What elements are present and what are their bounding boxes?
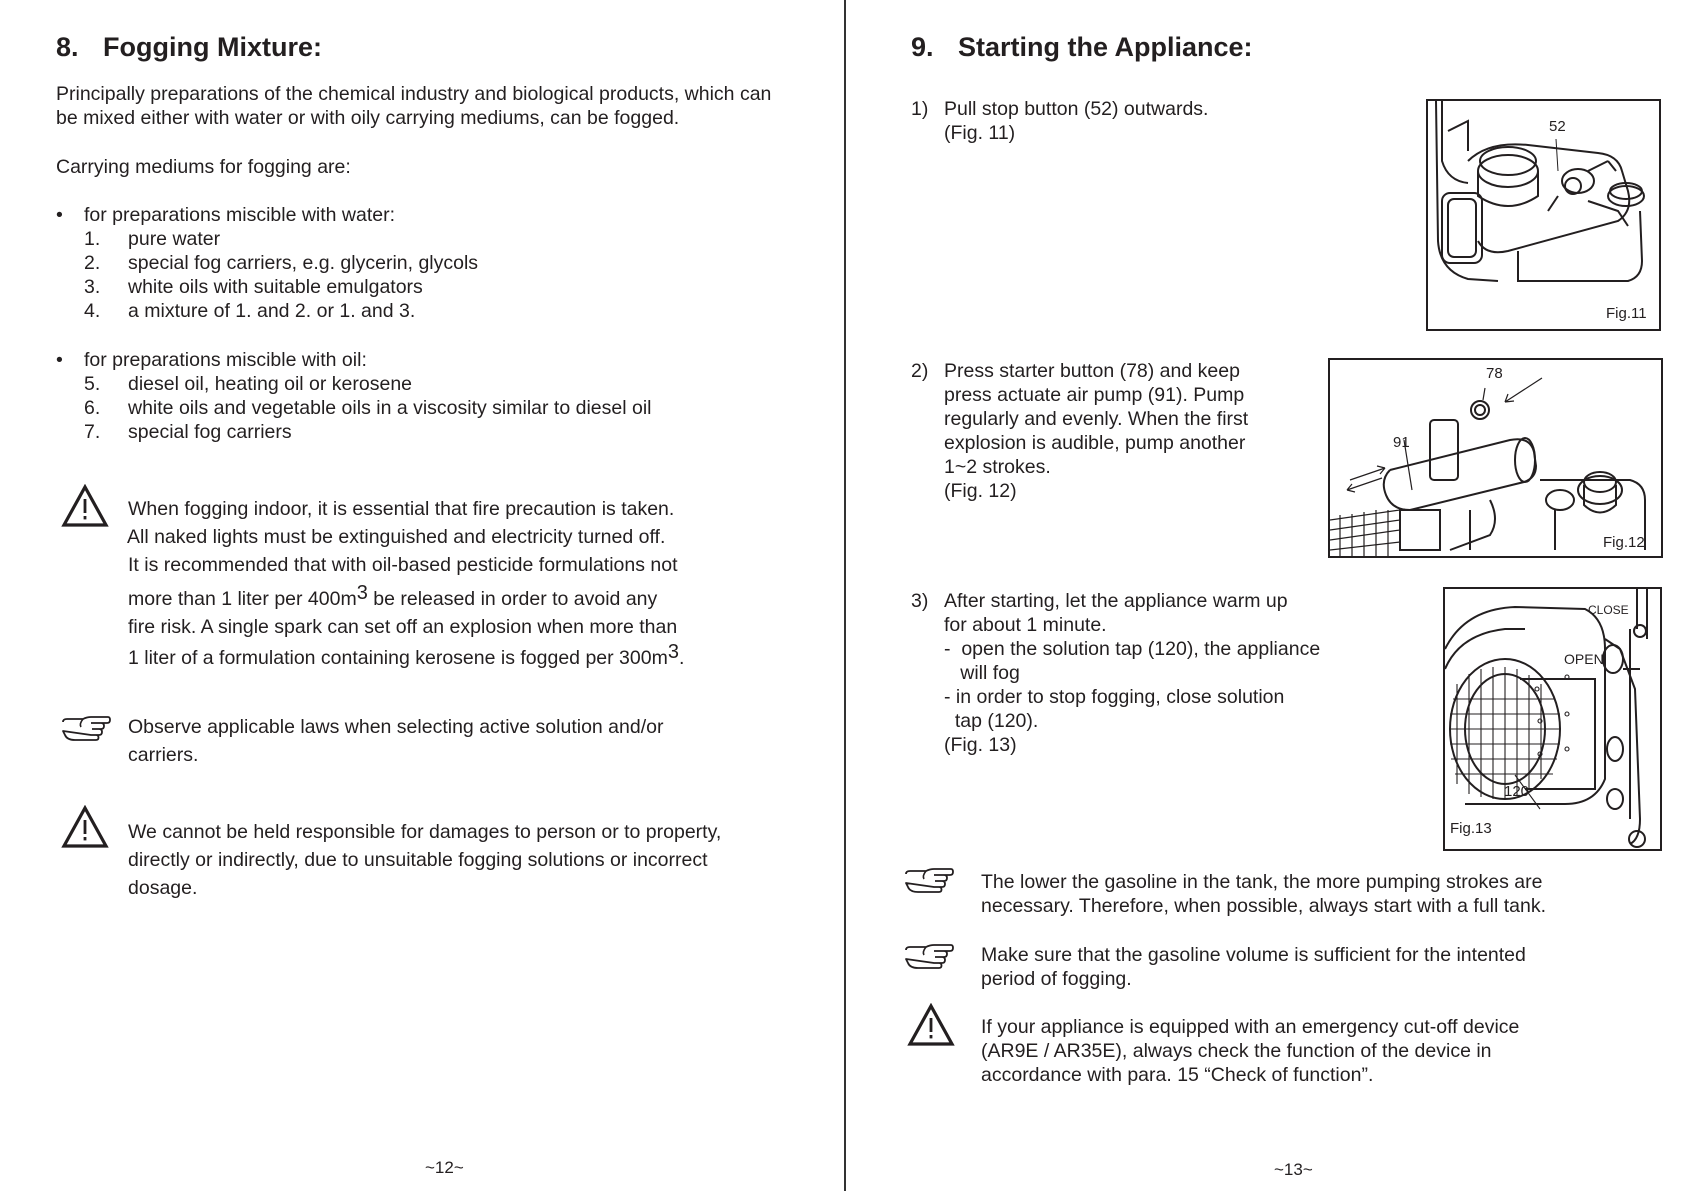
step-text: press actuate air pump (91). Pump [944,384,1245,406]
warning-triangle-icon [907,1003,955,1047]
carrying-label: Carrying mediums for fogging are: [56,156,351,178]
figure-caption: Fig.12 [1603,534,1645,551]
warning-text: dosage. [128,877,198,899]
heading-title: Starting the Appliance: [958,32,1253,62]
warning-text-part: be released in order to avoid any [367,588,658,610]
warning-triangle-icon [61,805,109,849]
page-number: ~13~ [1274,1160,1313,1179]
heading-title: Fogging Mixture: [103,32,322,62]
list-item: pure water [128,228,221,250]
list-item-number: 3. [84,276,101,298]
step-number: 1) [911,98,929,120]
note-text: carriers. [128,744,199,766]
step-text: explosion is audible, pump another [944,432,1246,454]
list-item: a mixture of 1. and 2. or 1. and 3. [128,300,416,322]
warning-text [128,582,657,611]
page-13 [847,0,1684,1191]
fig-label-120: 120 [1504,783,1530,800]
list-item-number: 2. [84,252,101,274]
figure-caption: Fig.13 [1450,820,1492,837]
warning-text-part: more than 1 liter per 400m [128,588,357,610]
list-item-number: 1. [84,228,101,250]
warning-text: directly or indirectly, due to unsuitable fogging solutions or incorrect [128,849,708,871]
figure-11 [1426,99,1661,331]
list-item-number: 4. [84,300,101,322]
figure-caption: Fig.11 [1606,305,1647,322]
warning-text [128,641,684,670]
warning-text: When fogging indoor, it is essential that fire precaution is taken. [128,498,675,520]
warning-text-part: 1 liter of a formulation containing kerosene is fogged per 300m [128,647,668,669]
figure-12 [1328,358,1663,558]
heading-number: 9. [911,32,934,62]
warning-text: It is recommended that with oil-based pesticide formulations not [128,554,678,576]
step-text: 1~2 strokes. [944,456,1051,478]
step-text: - open the solution tap (120), the appliance [944,638,1321,660]
step-text: Press starter button (78) and keep [944,360,1240,382]
fig-label-close: CLOSE [1588,603,1629,617]
bullet: • [56,204,63,226]
list-item-number: 7. [84,421,101,443]
superscript: 3 [356,582,368,604]
oil-group-label: for preparations miscible with oil: [84,349,367,371]
fig12-drawing [1330,360,1661,556]
warning-text: All naked lights must be extinguished and electricity turned off. [127,526,666,548]
step-text: will fog [944,662,1020,684]
fig11-drawing [1428,101,1659,329]
step-text: for about 1 minute. [944,614,1107,636]
fig-label-91: 91 [1393,434,1410,451]
step-number: 2) [911,360,929,382]
warning-text: accordance with para. 15 “Check of function”. [981,1064,1374,1086]
figure-13 [1443,587,1662,851]
list-item: white oils and vegetable oils in a viscosity similar to diesel oil [128,397,652,419]
warning-text-part: . [678,647,685,669]
step-number: 3) [911,590,929,612]
intro-paragraph: Principally preparations of the chemical industry and biological products, which can be mixed either with water or with oily carrying mediums, can be fogged. [56,83,772,129]
step-text: regularly and evenly. When the first [944,408,1249,430]
fig-label-78: 78 [1486,365,1503,382]
list-item-number: 6. [84,397,101,419]
note-text: necessary. Therefore, when possible, always start with a full tank. [981,895,1547,917]
water-group-label: for preparations miscible with water: [84,204,396,226]
warning-text: (AR9E / AR35E), always check the function of the device in [981,1040,1492,1062]
note-text: Make sure that the gasoline volume is sufficient for the intented [981,944,1526,966]
step-text: - in order to stop fogging, close solution [944,686,1285,708]
step-text: After starting, let the appliance warm up [944,590,1288,612]
step-text: (Fig. 11) [944,122,1016,144]
note-text: period of fogging. [981,968,1132,990]
list-item: white oils with suitable emulgators [128,276,423,298]
list-item-number: 5. [84,373,101,395]
heading-number: 8. [56,32,79,62]
step-text: Pull stop button (52) outwards. [944,98,1209,120]
note-text: The lower the gasoline in the tank, the more pumping strokes are [981,871,1543,893]
warning-text: fire risk. A single spark can set off an explosion when more than [128,616,678,638]
fig13-drawing [1445,589,1660,849]
fig-label-open: OPEN [1564,651,1604,667]
step-text: tap (120). [944,710,1039,732]
pointing-hand-icon [61,714,111,742]
page-number: ~12~ [425,1158,464,1177]
note-text: Observe applicable laws when selecting active solution and/or [128,716,664,738]
pointing-hand-icon [904,942,954,970]
list-item: special fog carriers [128,421,292,443]
list-item: special fog carriers, e.g. glycerin, glycols [128,252,479,274]
warning-text: We cannot be held responsible for damages to person or to property, [128,821,722,843]
bullet: • [56,349,63,371]
pointing-hand-icon [904,866,954,894]
list-item: diesel oil, heating oil or kerosene [128,373,413,395]
warning-triangle-icon [61,484,109,528]
step-text: (Fig. 12) [944,480,1017,502]
fig-label-52: 52 [1549,118,1566,135]
step-text: (Fig. 13) [944,734,1017,756]
section-heading-starting-appliance [911,32,1253,63]
section-heading-fogging-mixture [56,32,322,63]
warning-text: If your appliance is equipped with an emergency cut-off device [981,1016,1520,1038]
superscript: 3 [667,641,679,663]
